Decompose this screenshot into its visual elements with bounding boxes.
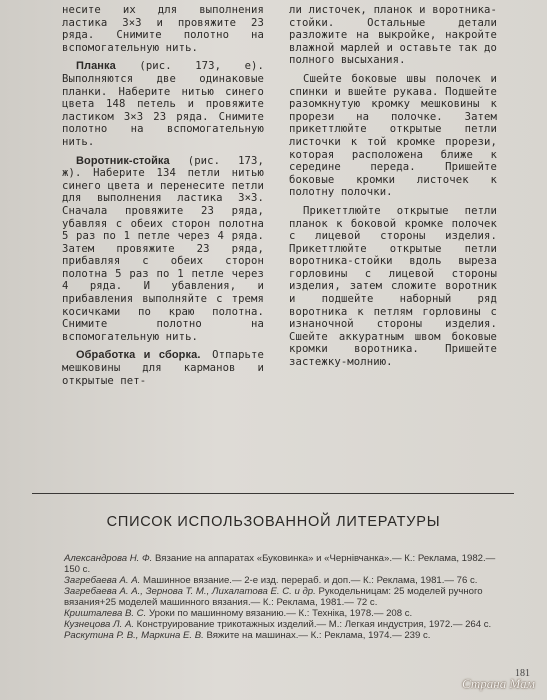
bibliography-entry	[64, 608, 500, 619]
entry-author: Александрова Н. Ф.	[64, 553, 153, 564]
entry-author: Загребаева А. А., Зернова Т. М., Лихалатова Е. С. и др.	[64, 586, 316, 597]
page-number: 181	[515, 668, 530, 679]
bibliography-title: СПИСОК ИСПОЛЬЗОВАННОЙ ЛИТЕРАТУРЫ	[106, 514, 441, 530]
paragraph-text: (рис. 173, е). Выполняются две одинаковые планки. Наберите нитью синего цвета 148 петель и провяжите ластиком 3×3 23 ряда. Снимите полотно на вспомогательную нить.	[62, 60, 264, 148]
entry-author: Раскутина Р. В., Маркина Е. В.	[64, 630, 204, 641]
entry-text: Вязание на аппаратах «Буковинка» и «Чернівчанка».— К.: Реклама, 1982.— 150 с.	[64, 553, 496, 575]
bibliography-list	[64, 553, 500, 641]
entry-author: Кузнецова Л. А.	[64, 619, 135, 630]
bibliography-entry	[64, 630, 500, 641]
paragraph-continued: ли листочек, планок и воротника-стойки. Остальные детали разложите на выкройке, накройте влажной марлей и оставьте так до полного высыхания.	[289, 4, 497, 67]
entry-text: Машинное вязание.— 2-е изд. перераб. и доп.— К.: Реклама, 1981.— 76 с.	[140, 575, 478, 586]
right-text-column	[289, 4, 497, 375]
section-heading-obrabotka: Обработка и сборка.	[76, 349, 201, 362]
section-heading-vorotnik: Воротник-стойка	[76, 154, 170, 167]
paragraph-obrabotka	[62, 349, 264, 387]
paragraph-continued: несите их для выполнения ластика 3×3 и провяжите 23 ряда. Снимите полотно на вспомогательную нить.	[62, 4, 264, 54]
bibliography-entry	[64, 619, 500, 630]
paragraph-text: Отпарьте мешковины для карманов и открытые пет-	[62, 349, 264, 387]
left-text-column	[62, 4, 264, 393]
entry-text: Вяжите на машинах.— К.: Реклама, 1974.— 239 с.	[203, 630, 431, 641]
section-heading-planka: Планка	[76, 60, 116, 73]
paragraph-text: (рис. 173, ж). Наберите 134 петли нитью синего цвета и перенесите петли для выполнения ластика 3×3. Сначала провяжите 23 ряда, убавляя с обеих сторон полотна 5 раз по 1 петле через 4 ряда. Затем провяжите 23 ряда, прибавляя с обеих сторон полотна 5 раз по 1 петле через 4 ряда. И убавления, и прибавления выполняйте с тремя косичками по краю полотна. Снимите полотно на вспомогательную нить.	[62, 154, 264, 343]
divider-line	[32, 493, 514, 494]
entry-text: Конструирование трикотажных изделий.— М.: Легкая индустрия, 1972.— 264 с.	[134, 619, 492, 630]
watermark-logo: Страна Мам	[462, 676, 535, 691]
bibliography-entry	[64, 586, 500, 608]
entry-text: Рукодельницам: 25 моделей ручного вязания+25 моделей машинного вязания.— К.: Реклама, 1981.— 72 с.	[64, 586, 483, 608]
entry-author: Загребаева А. А.	[64, 575, 141, 586]
paragraph: Сшейте боковые швы полочек и спинки и вшейте рукава. Подшейте разомкнутую кромку мешковины к прорези на полочке. Затем прикеттлюйте открытые петли листочки к той кромке прорези, которая расположена ближе к середине переда. Пришейте боковые кромки листочек к полотну полочки.	[289, 72, 497, 199]
paragraph-planka	[62, 60, 264, 148]
paragraph: Прикеттлюйте открытые петли планок к боковой кромке полочек с лицевой стороны изделия. Прикеттлюйте открытые петли воротника-стойки вдоль выреза горловины с лицевой стороны изделия, затем сложите воротник и подшейте наборный ряд воротника к петлям горловины с изнаночной стороны изделия. Сшейте аккуратным швом боковые кромки воротника. Пришейте застежку-молнию.	[289, 204, 497, 369]
entry-author: Кришталева В. С.	[64, 608, 147, 619]
bibliography-entry	[64, 575, 500, 586]
bibliography-entry	[64, 553, 500, 575]
paragraph-vorotnik	[62, 155, 264, 344]
entry-text: Уроки по машинному вязанию.— К.: Техніка, 1978.— 208 с.	[146, 608, 413, 619]
